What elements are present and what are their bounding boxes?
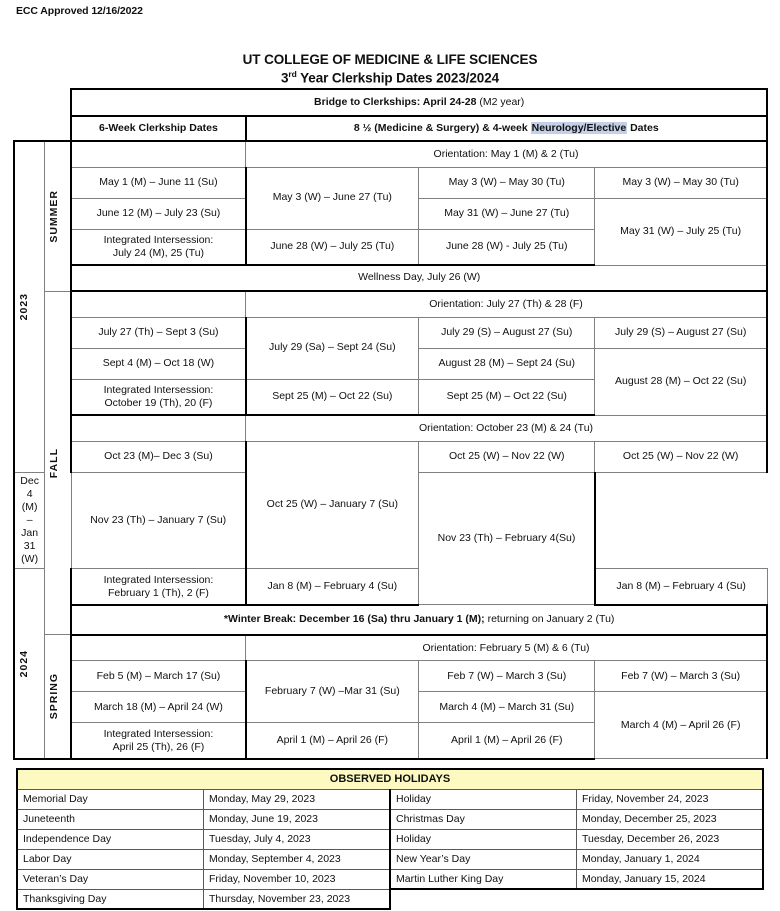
spring-orientation-cell: Orientation: February 5 (M) & 6 (Tu) <box>246 635 767 661</box>
holiday-empty-cell <box>390 889 577 909</box>
column-header-6week: 6-Week Clerkship Dates <box>71 116 245 141</box>
col-header-2-pre: 8 ½ (Medicine & Surgery) & 4-week <box>353 121 531 134</box>
fall-b-orientation-row <box>14 415 767 441</box>
fall-a-c1-r2: Sept 4 (M) – Oct 18 (W) <box>71 348 245 379</box>
season-label-spring: SPRING <box>45 635 72 759</box>
holidays-header-cell: OBSERVED HOLIDAYS <box>17 769 763 789</box>
holiday-date: Thursday, November 23, 2023 <box>204 889 391 909</box>
fall-b-row-3 <box>14 569 767 605</box>
holiday-row <box>17 849 763 869</box>
holiday-name: Holiday <box>390 829 577 849</box>
spring-c4-r1: Feb 7 (W) – March 3 (Su) <box>595 661 767 692</box>
fall-b-c1-r3 <box>71 569 245 605</box>
title-line-2-rest: Year Clerkship Dates 2023/2024 <box>296 70 500 86</box>
holiday-date: Monday, September 4, 2023 <box>204 849 391 869</box>
winter-break-bold: *Winter Break: December 16 (Sa) thru January 1 (M); <box>223 613 485 626</box>
fall-b-c4-r2: Nov 23 (Th) – February 4(Su) <box>419 472 595 605</box>
holiday-name: Christmas Day <box>390 809 577 829</box>
fall-b-c3-r2: Nov 23 (Th) – January 7 (Su) <box>71 472 245 569</box>
season-label-fall: FALL <box>45 291 72 635</box>
spring-orientation-blank-cell <box>71 635 245 661</box>
approval-note: ECC Approved 12/16/2022 <box>16 5 143 17</box>
fall-b-orientation-cell: Orientation: October 23 (M) & 24 (Tu) <box>246 415 767 441</box>
summer-c2-r1: May 3 (W) – June 27 (Tu) <box>246 167 419 229</box>
holiday-row <box>17 829 763 849</box>
fall-a-row-1 <box>14 317 767 348</box>
wellness-day-cell: Wellness Day, July 26 (W) <box>71 265 767 291</box>
summer-c1-r2: June 12 (M) – July 23 (Su) <box>71 198 245 229</box>
holiday-row <box>17 809 763 829</box>
holiday-row <box>17 789 763 809</box>
fall-a-c4-r1: July 29 (S) – August 27 (Su) <box>595 317 767 348</box>
holiday-empty-cell <box>577 889 764 909</box>
winter-break-cell <box>71 605 767 635</box>
spring-c3-r1: Feb 7 (W) – March 3 (Su) <box>419 661 595 692</box>
holiday-name: Labor Day <box>17 849 204 869</box>
title-line-1: UT COLLEGE OF MEDICINE & LIFE SCIENCES <box>242 52 538 67</box>
fall-b-c1-r3-line2: February 1 (Th), 2 (F) <box>107 586 209 599</box>
spring-c1-r3 <box>71 723 245 759</box>
fall-a-c1-r3-line1: Integrated Intersession: <box>103 383 214 396</box>
summer-wellness-row <box>14 265 767 291</box>
spring-c3-r3: April 1 (M) – April 26 (F) <box>419 723 595 759</box>
holiday-date: Tuesday, July 4, 2023 <box>204 829 391 849</box>
summer-c3-r1: May 3 (W) – May 30 (Tu) <box>419 167 595 198</box>
summer-c3-r2: May 31 (W) – June 27 (Tu) <box>419 198 595 229</box>
holiday-date: Friday, November 10, 2023 <box>204 869 391 889</box>
fall-b-orientation-blank-cell <box>71 415 245 441</box>
year-label-2024: 2024 <box>14 569 45 759</box>
spring-c1-r3-line1: Integrated Intersession: <box>103 727 214 740</box>
fall-b-c1-r1: Oct 23 (M)– Dec 3 (Su) <box>71 441 245 472</box>
fall-a-c1-r3 <box>71 379 245 415</box>
summer-c1-r1: May 1 (M) – June 11 (Su) <box>71 167 245 198</box>
summer-row-1 <box>14 167 767 198</box>
col-header-2-post: Dates <box>627 121 659 134</box>
winter-break-reg: returning on January 2 (Tu) <box>484 613 615 626</box>
holiday-date: Monday, January 15, 2024 <box>577 869 764 889</box>
fall-a-c3-r3: Sept 25 (M) – Oct 22 (Su) <box>419 379 595 415</box>
bridge-header-row <box>14 89 767 116</box>
fall-a-c1-r1: July 27 (Th) – Sept 3 (Su) <box>71 317 245 348</box>
fall-b-c2-r1: Oct 25 (W) – January 7 (Su) <box>246 441 419 569</box>
holiday-date: Friday, November 24, 2023 <box>577 789 764 809</box>
fall-b-c4-r1: Oct 25 (W) – Nov 22 (W) <box>595 441 767 472</box>
column-header-neuro-elective <box>246 116 767 141</box>
holiday-date: Monday, June 19, 2023 <box>204 809 391 829</box>
summer-orientation-cell: Orientation: May 1 (M) & 2 (Tu) <box>246 141 767 167</box>
holiday-name: New Year’s Day <box>390 849 577 869</box>
fall-a-orientation-row <box>14 291 767 317</box>
fall-a-c1-r3-line2: October 19 (Th), 20 (F) <box>104 396 213 409</box>
spring-c1-r3-line2: April 25 (Th), 26 (F) <box>112 740 205 753</box>
fall-b-c3-r3: Jan 8 (M) – February 4 (Su) <box>595 569 767 605</box>
fall-b-c3-r1: Oct 25 (W) – Nov 22 (W) <box>419 441 595 472</box>
fall-a-c3-r1: July 29 (S) – August 27 (Su) <box>419 317 595 348</box>
holiday-date: Monday, January 1, 2024 <box>577 849 764 869</box>
observed-holidays-table <box>16 768 764 910</box>
spring-row-1 <box>14 661 767 692</box>
title-ordinal-number: 3 <box>280 70 289 86</box>
spring-c2-r2: April 1 (M) – April 26 (F) <box>246 723 419 759</box>
holiday-name: Juneteenth <box>17 809 204 829</box>
fall-a-c4-r2: August 28 (M) – Oct 22 (Su) <box>595 348 767 415</box>
fall-b-c1-r2: Dec 4 (M) – Jan 31 (W) <box>14 472 45 569</box>
holiday-name: Memorial Day <box>17 789 204 809</box>
fall-b-row-1 <box>14 441 767 472</box>
holiday-date: Tuesday, December 26, 2023 <box>577 829 764 849</box>
fall-a-c2-r2: Sept 25 (M) – Oct 22 (Su) <box>246 379 419 415</box>
summer-c4-r1: May 3 (W) – May 30 (Tu) <box>595 167 767 198</box>
bridge-header-bold: Bridge to Clerkships: April 24-28 <box>314 95 477 108</box>
fall-a-orientation-cell: Orientation: July 27 (Th) & 28 (F) <box>246 291 767 317</box>
holidays-header-row <box>17 769 763 789</box>
col-header-2-highlight: Neurology/Elective <box>531 121 627 134</box>
summer-c1-r3-line2: July 24 (M), 25 (Tu) <box>112 246 205 259</box>
spring-c2-r1: February 7 (W) –Mar 31 (Su) <box>246 661 419 723</box>
summer-c3-r3: June 28 (W) - July 25 (Tu) <box>419 229 595 265</box>
title-line-2 <box>0 69 780 86</box>
year-label-2023: 2023 <box>14 141 45 472</box>
fall-a-c2-r1: July 29 (Sa) – Sept 24 (Su) <box>246 317 419 379</box>
fall-a-c3-r2: August 28 (M) – Sept 24 (Su) <box>419 348 595 379</box>
summer-c1-r3-line1: Integrated Intersession: <box>103 233 214 246</box>
holiday-date: Monday, December 25, 2023 <box>577 809 764 829</box>
summer-c1-r3 <box>71 229 245 265</box>
clerkship-calendar-table <box>13 88 768 760</box>
holiday-name: Holiday <box>390 789 577 809</box>
holiday-name: Thanksgiving Day <box>17 889 204 909</box>
page-title <box>0 52 780 86</box>
fall-b-c2-r2: Jan 8 (M) – February 4 (Su) <box>246 569 419 605</box>
winter-break-row <box>14 605 767 635</box>
holiday-name: Veteran’s Day <box>17 869 204 889</box>
holiday-date: Monday, May 29, 2023 <box>204 789 391 809</box>
holiday-row <box>17 889 763 909</box>
summer-orientation-row <box>14 141 767 167</box>
fall-a-orientation-blank-cell <box>71 291 245 317</box>
spring-c3-r2: March 4 (M) – March 31 (Su) <box>419 692 595 723</box>
bridge-header-cell <box>71 89 767 116</box>
holiday-name: Independence Day <box>17 829 204 849</box>
column-header-row <box>14 116 767 141</box>
summer-c2-r2: June 28 (W) – July 25 (Tu) <box>246 229 419 265</box>
summer-orientation-blank-cell <box>71 141 245 167</box>
season-label-summer: SUMMER <box>45 141 72 291</box>
spring-c1-r2: March 18 (M) – April 24 (W) <box>71 692 245 723</box>
summer-c4-r2: May 31 (W) – July 25 (Tu) <box>595 198 767 265</box>
holiday-name: Martin Luther King Day <box>390 869 577 889</box>
fall-b-c1-r3-line1: Integrated Intersession: <box>103 573 214 586</box>
bridge-header-reg: (M2 year) <box>476 95 525 108</box>
title-ordinal-suffix: rd <box>288 69 297 79</box>
spring-c1-r1: Feb 5 (M) – March 17 (Su) <box>71 661 245 692</box>
spring-c4-r2: March 4 (M) – April 26 (F) <box>595 692 767 759</box>
spring-orientation-row <box>14 635 767 661</box>
holiday-row <box>17 869 763 889</box>
